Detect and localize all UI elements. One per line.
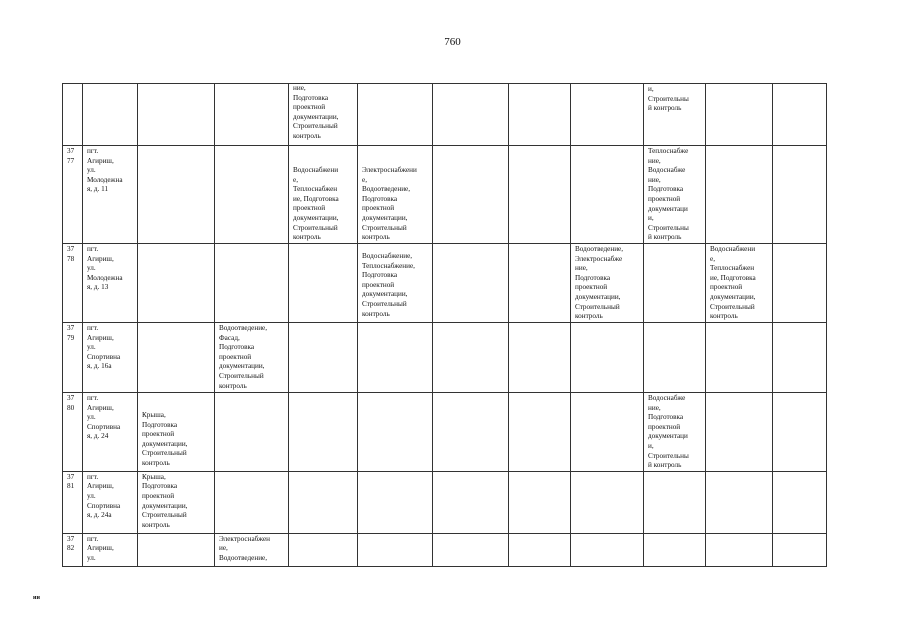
address-cell: пгт. Агириш, ул. Спортивна я, д. 24а: [83, 471, 138, 533]
work-cell: и, Строительны й контроль: [644, 84, 706, 146]
table-row: [63, 393, 827, 472]
work-cell: [571, 84, 644, 146]
work-cell: Водоснабжение, Теплоснабжение, Подготовка проектной документации, Строительный контроль: [358, 244, 433, 323]
work-cell: [433, 146, 509, 244]
address-cell: пгт. Агириш, ул. Спортивна я, д. 24: [83, 393, 138, 472]
table-row: [63, 146, 827, 244]
table-row: [63, 471, 827, 533]
work-cell: [358, 84, 433, 146]
address-cell: пгт. Агириш, ул.: [83, 533, 138, 566]
work-cell: [706, 533, 773, 566]
work-cell: [571, 393, 644, 472]
work-cell: [215, 84, 289, 146]
work-cell: [773, 323, 827, 393]
work-cell: [509, 323, 571, 393]
work-cell: [571, 471, 644, 533]
work-cell: Водоотведение, Фасад, Подготовка проектной документации, Строительный контроль: [215, 323, 289, 393]
work-cell: [138, 146, 215, 244]
work-cell: [773, 533, 827, 566]
work-cell: [706, 84, 773, 146]
work-cell: [215, 393, 289, 472]
work-cell: [433, 323, 509, 393]
work-cell: [773, 393, 827, 472]
work-cell: [433, 244, 509, 323]
work-cell: [358, 533, 433, 566]
work-cell: [571, 323, 644, 393]
work-cell: [644, 323, 706, 393]
table-row: [63, 533, 827, 566]
work-cell: [509, 244, 571, 323]
work-cell: [138, 533, 215, 566]
work-cell: Водоотведение, Электроснабже ние, Подготовка проектной документации, Строительный контроль: [571, 244, 644, 323]
work-cell: [571, 146, 644, 244]
work-cell: Крыша, Подготовка проектной документации, Строительный контроль: [138, 393, 215, 472]
work-cell: [773, 244, 827, 323]
work-cell: [138, 323, 215, 393]
work-cell: [433, 533, 509, 566]
address-cell: [83, 84, 138, 146]
work-cell: [358, 471, 433, 533]
row-number: 37 79: [63, 323, 83, 393]
work-cell: [358, 393, 433, 472]
table-row: [63, 244, 827, 323]
work-cell: [644, 471, 706, 533]
work-cell: [289, 471, 358, 533]
work-cell: [289, 393, 358, 472]
work-cell: Электроснабжени e, Водоотведение, Подготовка проектной документации, Строительный контроль: [358, 146, 433, 244]
work-cell: Крыша, Подготовка проектной документации, Строительный контроль: [138, 471, 215, 533]
work-cell: Водоснабжени e, Теплоснабжен ие, Подготовка проектной документации, Строительный контроль: [706, 244, 773, 323]
work-cell: [706, 323, 773, 393]
work-cell: [138, 244, 215, 323]
address-cell: пгт. Агириш, ул. Спортивна я, д. 16а: [83, 323, 138, 393]
work-cell: [289, 244, 358, 323]
work-cell: [773, 471, 827, 533]
works-table: [62, 83, 827, 567]
work-cell: Теплоснабже ние, Водоснабже ние, Подготовка проектной документаци и, Строительны й контроль: [644, 146, 706, 244]
work-cell: [289, 533, 358, 566]
row-number: 37 80: [63, 393, 83, 472]
work-cell: [433, 84, 509, 146]
work-cell: [433, 471, 509, 533]
work-cell: [773, 84, 827, 146]
work-cell: ние, Подготовка проектной документации, Строительный контроль: [289, 84, 358, 146]
row-number: 37 81: [63, 471, 83, 533]
work-cell: [509, 471, 571, 533]
table-row: [63, 323, 827, 393]
work-cell: [509, 533, 571, 566]
row-number: 37 82: [63, 533, 83, 566]
work-cell: [289, 323, 358, 393]
row-number: [63, 84, 83, 146]
address-cell: пгт. Агириш, ул. Молодежна я, д. 13: [83, 244, 138, 323]
work-cell: [509, 84, 571, 146]
work-cell: [509, 146, 571, 244]
address-cell: пгт. Агириш, ул. Молодежна я, д. 11: [83, 146, 138, 244]
work-cell: [138, 84, 215, 146]
footer-mark: ии: [33, 595, 40, 601]
work-cell: [706, 471, 773, 533]
page-number: 760: [444, 36, 461, 48]
work-cell: [571, 533, 644, 566]
work-cell: [215, 146, 289, 244]
work-cell: [644, 533, 706, 566]
work-cell: [358, 323, 433, 393]
work-cell: [215, 244, 289, 323]
table-row: [63, 84, 827, 146]
work-cell: Водоснабже ние, Подготовка проектной документаци и, Строительны й контроль: [644, 393, 706, 472]
work-cell: [706, 393, 773, 472]
work-cell: [509, 393, 571, 472]
work-cell: [706, 146, 773, 244]
work-cell: [644, 244, 706, 323]
work-cell: Водоснабжени e, Теплоснабжен ие, Подготовка проектной документации, Строительный контроль: [289, 146, 358, 244]
row-number: 37 77: [63, 146, 83, 244]
work-cell: Электроснабжен ие, Водоотведение,: [215, 533, 289, 566]
row-number: 37 78: [63, 244, 83, 323]
work-cell: [433, 393, 509, 472]
work-cell: [773, 146, 827, 244]
work-cell: [215, 471, 289, 533]
